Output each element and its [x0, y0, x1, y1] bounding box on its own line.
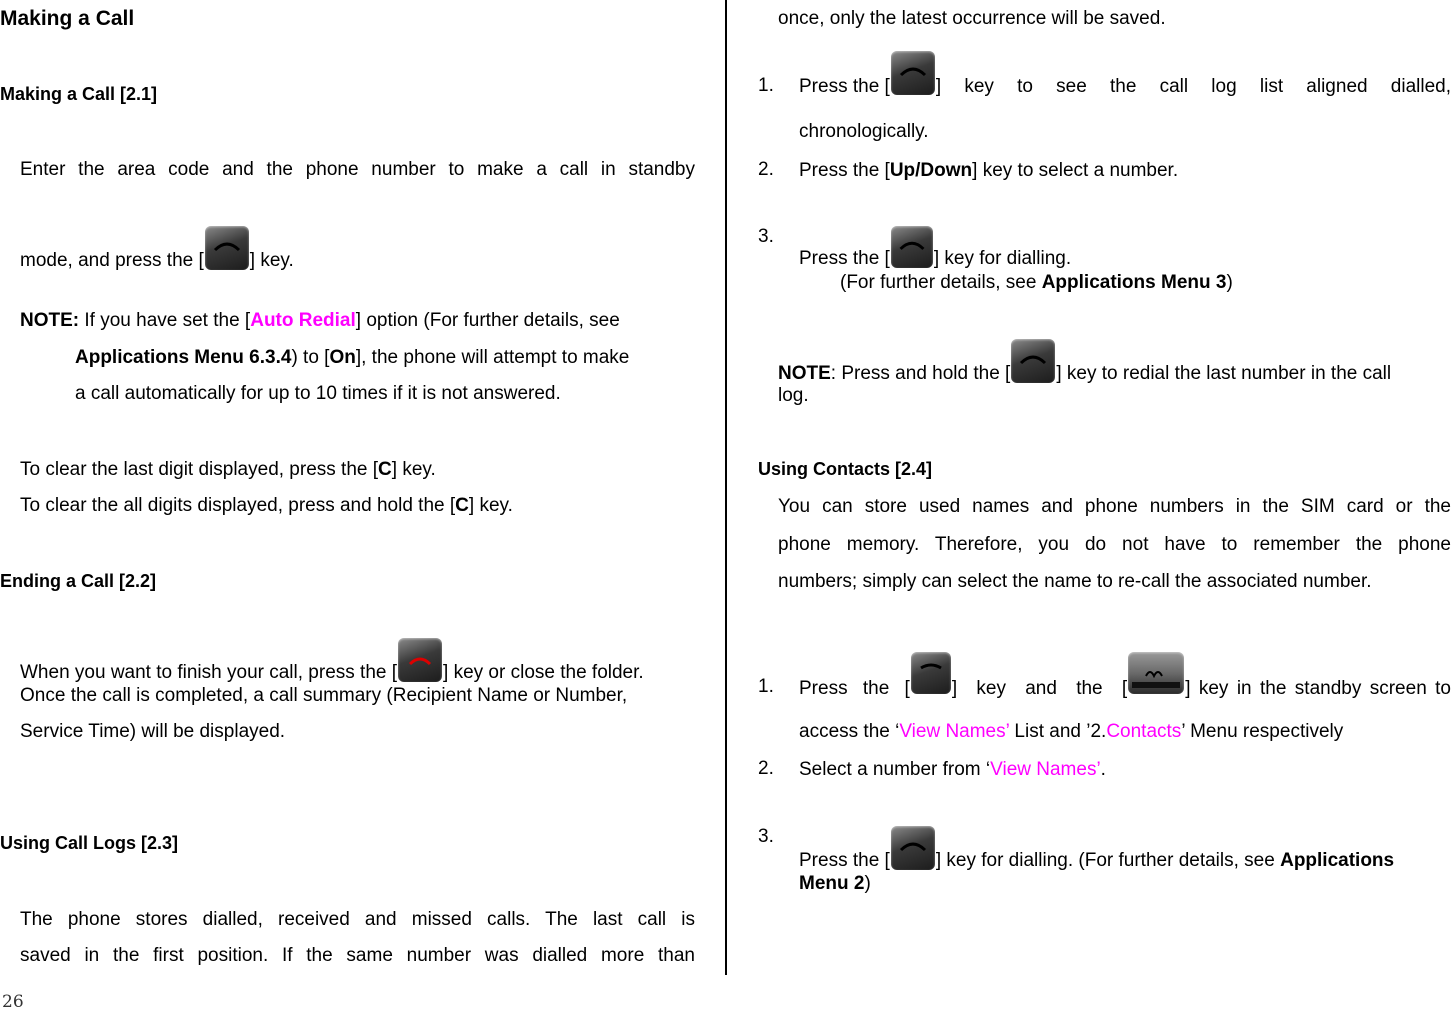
menu-key-icon — [1128, 652, 1184, 694]
text: ] option (For further details, see — [355, 310, 620, 331]
text: ] key. — [391, 459, 436, 480]
note-label: NOTE: — [20, 310, 80, 331]
text: C — [455, 495, 469, 516]
menu-reference: Applications Menu 3 — [1041, 272, 1227, 293]
end-key-icon — [398, 638, 442, 682]
step-line — [799, 226, 1071, 271]
section-heading-2-4: Using Contacts [2.4] — [758, 459, 933, 479]
step-line — [799, 676, 1451, 701]
text: Select a number from ‘ — [799, 759, 991, 780]
step-line — [799, 758, 1106, 782]
step-line — [799, 872, 871, 896]
page-number: 26 — [2, 992, 24, 1012]
step-line: chronologically. — [799, 121, 929, 142]
text: ] key. — [249, 250, 294, 271]
section-heading-2-2: Ending a Call [2.2] — [0, 571, 157, 591]
details-line — [840, 271, 1233, 295]
paragraph-line: once, only the latest occurrence will be saved. — [778, 8, 1166, 29]
send-key-icon — [891, 226, 933, 268]
text: ] key in the standby screen to — [1185, 678, 1451, 699]
text: (For further details, see — [840, 272, 1042, 293]
text: ) to [ — [291, 347, 330, 368]
send-key-icon — [205, 226, 249, 270]
page-title: Making a Call — [0, 7, 135, 30]
paragraph-line — [20, 494, 513, 518]
text: ] key and the [ — [951, 678, 1128, 699]
text: Press the [ — [799, 678, 910, 699]
text: ] key to see the call log list aligned dialled, — [935, 76, 1451, 97]
note-line: log. — [778, 385, 809, 406]
text: ] key or close the folder. — [443, 662, 644, 683]
text: Press the [ — [799, 850, 890, 871]
note-line — [20, 309, 620, 333]
text: mode, and press the [ — [20, 250, 204, 271]
paragraph-line: You can store used names and phone numbers in the SIM card or the — [778, 496, 1451, 517]
text: C — [378, 459, 392, 480]
menu-reference: Applications Menu 6.3.4 — [75, 347, 292, 368]
paragraph-line — [20, 226, 294, 273]
menu-reference: Menu 2 — [799, 873, 865, 894]
text: List and ’2. — [1009, 721, 1107, 742]
text: . — [1100, 759, 1106, 780]
text: ] key to redial the last number in the call — [1056, 363, 1392, 384]
text: access the ‘ — [799, 721, 900, 742]
contacts-label: Contacts — [1106, 721, 1182, 742]
paragraph-line — [20, 638, 644, 685]
text: ] key for dialling. (For further details, see — [935, 850, 1281, 871]
send-key-icon — [891, 826, 935, 870]
note-line — [75, 346, 629, 370]
text: When you want to finish your call, press the [ — [20, 662, 398, 683]
text: Press the [ — [799, 160, 890, 181]
step-number: 3. — [758, 226, 774, 247]
text: To clear the all digits displayed, press and hold the [ — [20, 495, 456, 516]
step-number: 1. — [758, 676, 774, 697]
step-line — [799, 75, 1451, 99]
text: ) — [864, 873, 871, 894]
paragraph-line: phone memory. Therefore, you do not have to remember the phone — [778, 534, 1451, 555]
section-heading-2-1: Making a Call [2.1] — [0, 84, 158, 104]
text: Press the [ — [799, 248, 890, 269]
step-line — [799, 826, 1394, 873]
text: ] key to select a number. — [972, 160, 1179, 181]
step-number: 2. — [758, 159, 774, 180]
soft-key-icon — [911, 652, 951, 694]
step-line — [799, 159, 1178, 183]
text: ) — [1226, 272, 1233, 293]
step-number: 2. — [758, 758, 774, 779]
text: Up/Down — [889, 160, 973, 181]
auto-redial-label: Auto Redial — [250, 310, 356, 331]
note-label: NOTE — [778, 363, 831, 384]
text: Press the [ — [799, 76, 890, 97]
note-line: a call automatically for up to 10 times if it is not answered. — [75, 383, 561, 404]
section-heading-2-3: Using Call Logs [2.3] — [0, 833, 179, 853]
text: ] key. — [468, 495, 513, 516]
text: To clear the last digit displayed, press the [ — [20, 459, 379, 480]
step-line — [799, 720, 1343, 744]
send-key-icon — [891, 51, 935, 95]
step-number: 1. — [758, 75, 774, 96]
paragraph-line: Service Time) will be displayed. — [20, 721, 286, 742]
text: If you have set the [ — [79, 310, 251, 331]
text: On — [329, 347, 356, 368]
note-line — [778, 339, 1391, 386]
paragraph-line: Once the call is completed, a call summary (Recipient Name or Number, — [20, 685, 628, 706]
text: ], the phone will attempt to make — [355, 347, 630, 368]
paragraph-line — [20, 458, 436, 482]
paragraph-line: Enter the area code and the phone number to make a call in standby — [20, 159, 695, 180]
text: ] key for dialling. — [933, 248, 1072, 269]
send-key-icon — [1011, 339, 1055, 383]
view-names-label: View Names’ — [990, 759, 1101, 780]
paragraph-line: The phone stores dialled, received and missed calls. The last call is — [20, 909, 695, 930]
view-names-label: View Names’ — [899, 721, 1010, 742]
paragraph-line: numbers; simply can select the name to re-call the associated number. — [778, 571, 1372, 592]
paragraph-line: saved in the first position. If the same number was dialled more than — [20, 945, 695, 966]
text: ’ Menu respectively — [1181, 721, 1344, 742]
text: : Press and hold the [ — [830, 363, 1011, 384]
menu-reference: Applications — [1280, 850, 1395, 871]
step-number: 3. — [758, 826, 774, 847]
column-divider — [725, 0, 727, 975]
